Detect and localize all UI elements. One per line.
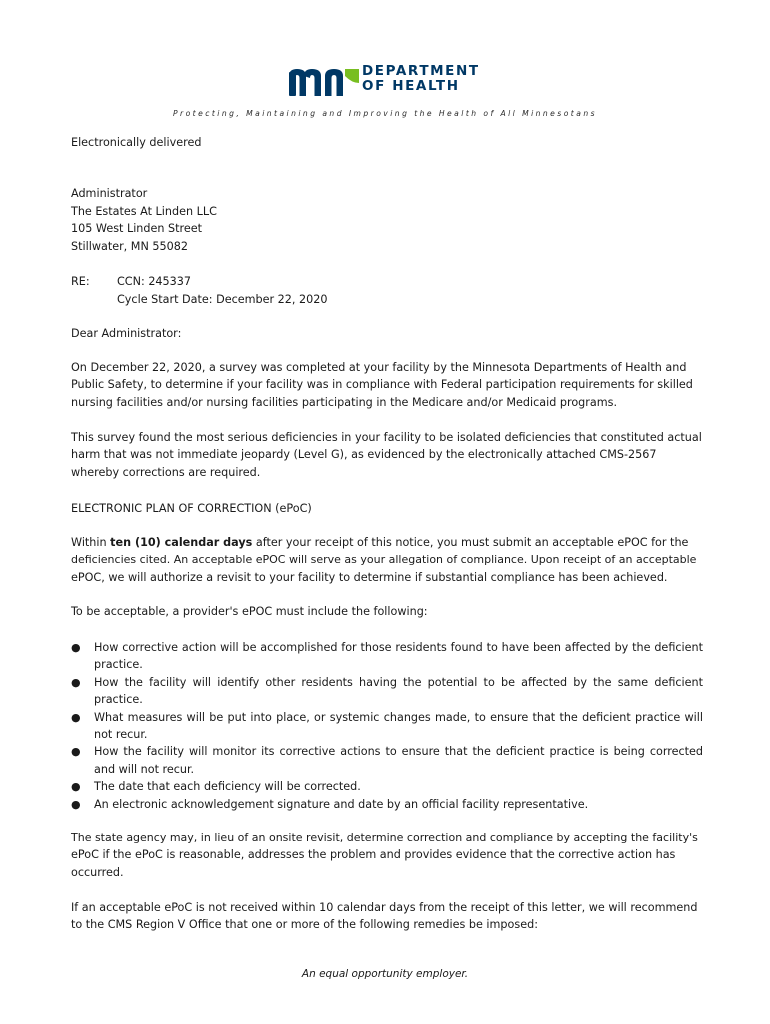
list-item — [71, 743, 703, 778]
list-item-line: How the facility will monitor its corrective actions to ensure that the deficient practice is being corrected — [94, 745, 703, 759]
list-item-line: and will not recur. — [94, 762, 195, 776]
paragraph-line: nursing facilities and/or nursing facilities participating in the Medicare and/or Medicaid programs. — [71, 395, 618, 409]
list-item — [71, 778, 703, 795]
mn-logo-icon — [289, 64, 359, 96]
list-item-line: An electronic acknowledgement signature and date by an official facility representative. — [94, 797, 589, 811]
paragraph-line: deficiencies cited. An acceptable ePOC will serve as your allegation of compliance. Upon receipt of an acceptable — [71, 553, 697, 567]
list-item — [71, 674, 703, 709]
bullet-icon: ● — [71, 745, 81, 759]
paragraph-line: The state agency may, in lieu of an onsite revisit, determine correction and compliance by accepting the facility's — [71, 831, 698, 844]
re-cycle-date: Cycle Start Date: December 22, 2020 — [117, 292, 328, 306]
re-ccn: CCN: 245337 — [117, 275, 192, 288]
bullet-icon: ● — [71, 710, 81, 724]
bullet-icon: ● — [71, 641, 81, 654]
findings-paragraph — [71, 429, 703, 481]
tagline: Protecting, Maintaining and Improving the Health of All Minnesotans — [172, 109, 598, 118]
logo-text-line2: OF HEALTH — [362, 78, 460, 94]
list-item-line: How corrective action will be accomplished for those residents found to have been affected by the deficient — [94, 641, 703, 654]
list-item-line: not recur. — [94, 728, 148, 742]
list-item-line: How the facility will identify other residents having the potential to be affected by the same deficient — [94, 675, 703, 689]
list-item-line: The date that each deficiency will be corrected. — [94, 780, 361, 794]
requirements-list — [71, 639, 703, 813]
deadline-emphasis: ten (10) calendar days — [110, 536, 253, 549]
paragraph-line: to the CMS Region V Office that one or more of the following remedies be imposed: — [71, 918, 538, 932]
footer-eoe: An equal opportunity employer. — [301, 968, 469, 980]
paragraph-line: If an acceptable ePoC is not received within 10 calendar days from the receipt of this letter, we will recommend — [71, 901, 698, 914]
bullet-icon: ● — [71, 780, 81, 794]
bullet-icon: ● — [71, 797, 81, 811]
list-item — [71, 639, 703, 674]
address-company: The Estates At Linden LLC — [71, 204, 217, 218]
paragraph-line: Public Safety, to determine if your facility was in compliance with Federal participation requirements for skilled — [71, 378, 693, 392]
paragraph-lead: Within — [71, 536, 111, 549]
paragraph-line: occurred. — [71, 865, 124, 879]
paragraph-line: This survey found the most serious deficiencies in your facility to be isolated deficiencies that constituted actual — [71, 431, 702, 444]
address-city: Stillwater, MN 55082 — [71, 239, 188, 253]
list-item-line: practice. — [94, 658, 143, 672]
epoc-deadline-paragraph — [71, 534, 703, 586]
address-street: 105 West Linden Street — [71, 222, 203, 235]
paragraph-line: ePoC if the ePoC is reasonable, addresses the problem and provides evidence that the corrective action has — [71, 848, 676, 862]
re-label: RE: — [71, 275, 90, 288]
paragraph-line: On December 22, 2020, a survey was completed at your facility by the Minnesota Departments of Health and — [71, 361, 687, 374]
logo-text-line1: DEPARTMENT — [362, 63, 480, 79]
remedies-paragraph — [71, 899, 703, 934]
list-item — [71, 709, 703, 744]
paragraph-line: ePOC, we will authorize a revisit to your facility to determine if substantial compliance has been achieved. — [71, 570, 668, 584]
paragraph-line: whereby corrections are required. — [71, 465, 261, 479]
state-agency-paragraph — [71, 829, 703, 881]
delivery-note: Electronically delivered — [71, 136, 202, 149]
paragraph-text: after your receipt of this notice, you must submit an acceptable ePOC for the — [252, 536, 689, 549]
paragraph-line — [71, 534, 703, 551]
requirements-intro: To be acceptable, a provider's ePOC must include the following: — [71, 605, 428, 618]
list-item — [71, 796, 703, 813]
paragraph-line: harm that was not immediate jeopardy (Level G), as evidenced by the electronically attached CMS-2567 — [71, 448, 657, 462]
address-recipient: Administrator — [71, 187, 148, 200]
section-heading-epoc: ELECTRONIC PLAN OF CORRECTION (ePoC) — [71, 502, 312, 515]
mdh-logo — [289, 64, 489, 96]
list-item-line: practice. — [94, 693, 143, 707]
list-item-line: What measures will be put into place, or systemic changes made, to ensure that the deficient practice will — [94, 710, 703, 724]
intro-paragraph — [71, 359, 703, 411]
salutation: Dear Administrator: — [71, 327, 182, 340]
bullet-icon: ● — [71, 675, 81, 689]
